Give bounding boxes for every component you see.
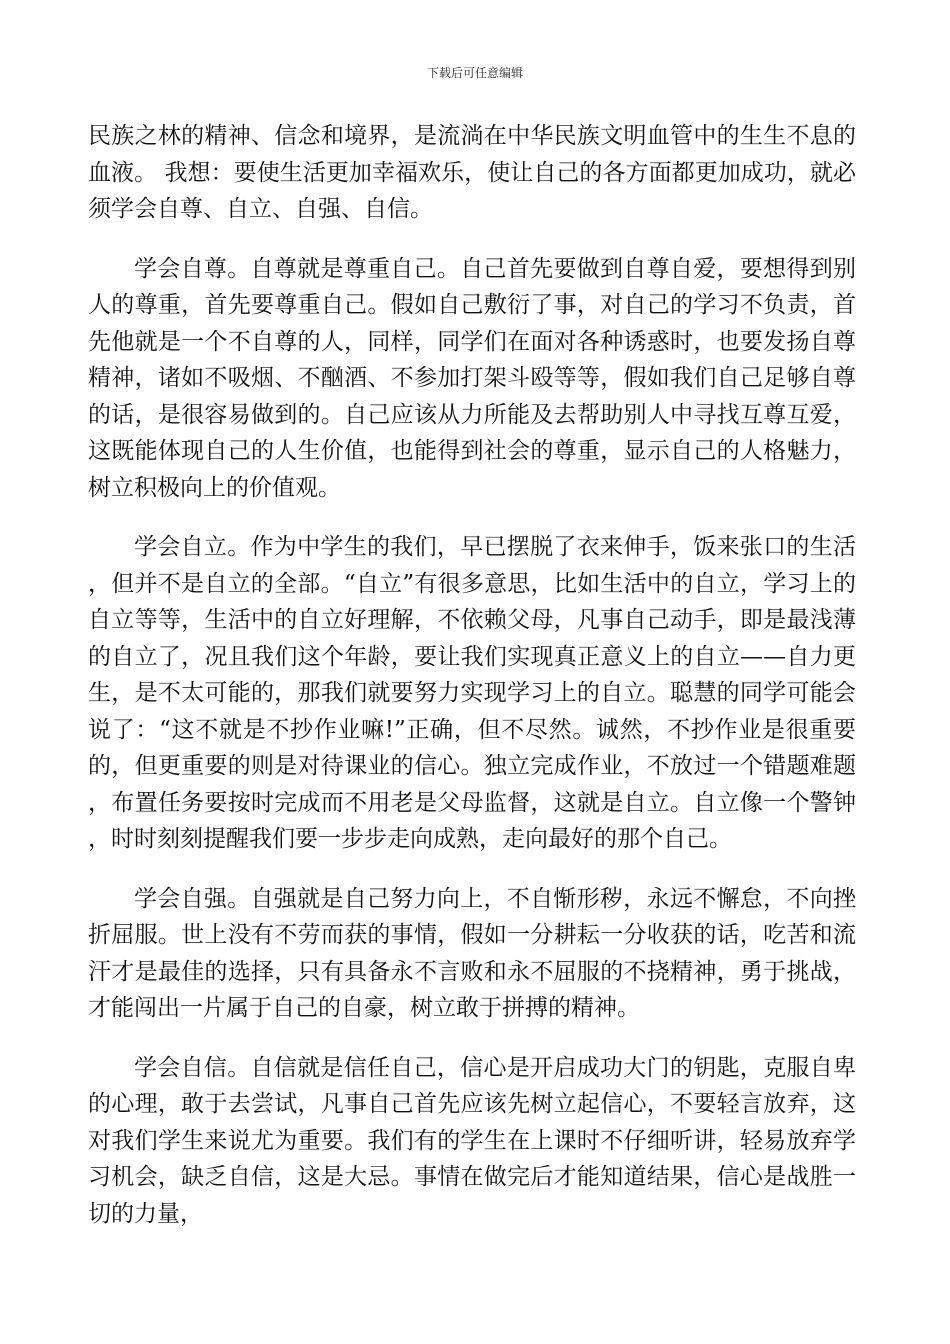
header-note: 下载后可任意编辑	[426, 66, 523, 80]
document-body	[88, 118, 856, 1232]
paragraph-self-confidence: 学会自信。自信就是信任自己，信心是开启成功大门的钥匙，克服自卑的心理，敢于去尝试，凡事自己首先应该先树立起信心，不要轻言放弃，这对我们学生来说尤为重要。我们有的学生在上课时不仔细听讲，轻易放弃学习机会，缺乏自信，这是大忌。事情在做完后才能知道结果，信心是战胜一切的力量，	[88, 1054, 856, 1227]
paragraph-self-respect: 学会自尊。自尊就是尊重自己。自己首先要做到自尊自爱，要想得到别人的尊重，首先要尊重自己。假如自己敷衍了事，对自己的学习不负责，首先他就是一个不自尊的人，同样，同学们在面对各种诱惑时，也要发扬自尊精神，诸如不吸烟、不酗酒、不参加打架斗殴等等，假如我们自己足够自尊的话，是很容易做到的。自己应该从力所能及去帮助别人中寻找互尊互爱，这既能体现自己的人生价值，也能得到社会的尊重，显示自己的人格魅力，树立积极向上的价值观。	[88, 255, 856, 501]
paragraph-self-reliance: 学会自立。作为中学生的我们，早已摆脱了衣来伸手，饭来张口的生活，但并不是自立的全部。“自立”有很多意思，比如生活中的自立，学习上的自立等等，生活中的自立好理解，不依赖父母，凡事自己动手，即是最浅薄的自立了，况且我们这个年龄，要让我们实现真正意义上的自立——自力更生，是不太可能的，那我们就要努力实现学习上的自立。聪慧的同学可能会说了：“这不就是不抄作业嘛!”正确，但不尽然。诚然，不抄作业是很重要的，但更重要的则是对待课业的信心。独立完成作业，不放过一个错题难题，布置任务要按时完成而不用老是父母监督，这就是自立。自立像一个警钟，时时刻刻提醒我们要一步步走向成熟，走向最好的那个自己。	[88, 534, 856, 852]
paragraph-intro: 民族之林的精神、信念和境界，是流淌在中华民族文明血管中的生生不息的血液。 我想：要使生活更加幸福欢乐，使让自己的各方面都更加成功，就必须学会自尊、自立、自强、自信。	[88, 123, 856, 222]
paragraph-self-improvement: 学会自强。自强就是自己努力向上，不自惭形秽，永远不懈怠，不向挫折屈服。世上没有不劳而获的事情，假如一分耕耘一分收获的话，吃苦和流汗才是最佳的选择，只有具备永不言败和永不屈服的不挠精神，勇于挑战，才能闯出一片属于自己的自豪，树立敢于拼搏的精神。	[88, 885, 856, 1021]
